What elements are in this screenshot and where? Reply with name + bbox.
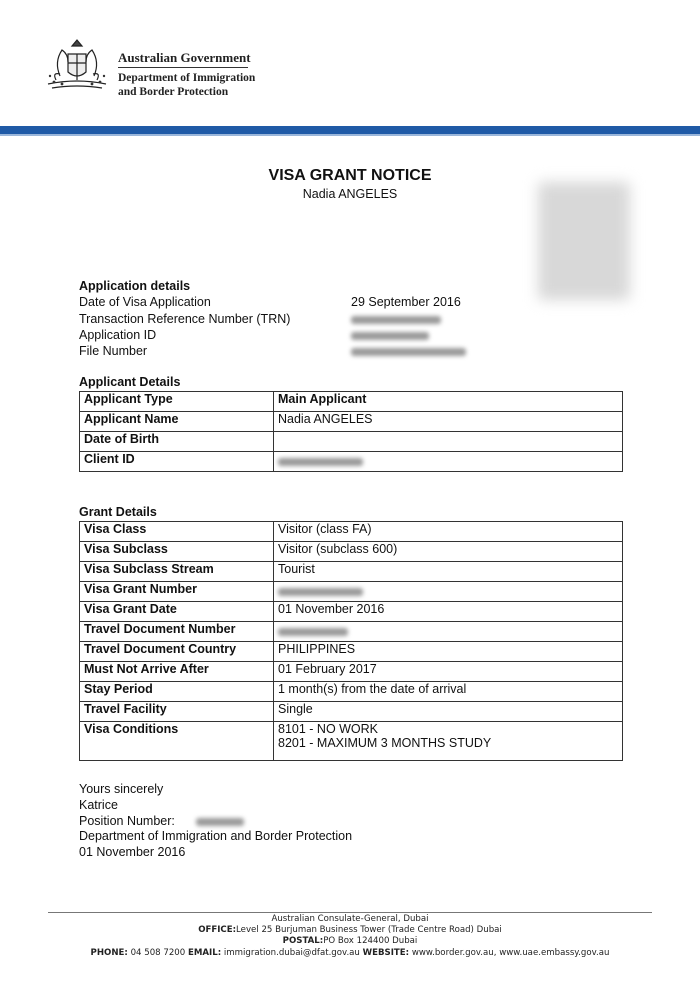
application-details-heading: Application details bbox=[79, 279, 191, 293]
table-row bbox=[80, 522, 623, 542]
footer-contact bbox=[0, 948, 700, 958]
applicant-details-table bbox=[79, 391, 623, 472]
application-id-label: Application ID bbox=[79, 328, 157, 342]
table-row bbox=[80, 662, 623, 682]
file-number-value-redacted bbox=[351, 348, 466, 356]
position-number-label: Position Number: bbox=[79, 814, 175, 828]
footer-website-value: www.border.gov.au, www.uae.embassy.gov.au bbox=[411, 948, 610, 958]
footer-postal-label: POSTAL: bbox=[282, 936, 324, 946]
notice-title: VISA GRANT NOTICE bbox=[268, 167, 432, 184]
table-row bbox=[80, 622, 623, 642]
must-not-arrive-after-value: 01 February 2017 bbox=[274, 662, 623, 682]
table-row bbox=[80, 642, 623, 662]
coat-of-arms-logo bbox=[42, 36, 112, 94]
footer-office bbox=[0, 925, 700, 935]
table-row bbox=[80, 542, 623, 562]
closing-salutation: Yours sincerely bbox=[79, 782, 164, 796]
footer-consulate: Australian Consulate-General, Dubai bbox=[271, 914, 429, 924]
closing-date: 01 November 2016 bbox=[79, 845, 186, 859]
application-date-value: 29 September 2016 bbox=[351, 295, 461, 309]
trn-label: Transaction Reference Number (TRN) bbox=[79, 312, 291, 326]
date-of-birth-value-redacted bbox=[274, 432, 623, 452]
visa-grant-date-label: Visa Grant Date bbox=[80, 602, 274, 622]
header-blue-bar bbox=[0, 126, 700, 134]
trn-value-redacted bbox=[351, 316, 441, 324]
table-row bbox=[80, 432, 623, 452]
date-of-birth-label: Date of Birth bbox=[80, 432, 274, 452]
applicant-type-label: Applicant Type bbox=[80, 392, 274, 412]
table-row bbox=[80, 582, 623, 602]
client-id-label: Client ID bbox=[80, 452, 274, 472]
footer-postal bbox=[0, 936, 700, 946]
visa-grant-number-value-redacted bbox=[278, 588, 363, 596]
closing-department: Department of Immigration and Border Protection bbox=[79, 829, 353, 843]
application-date-label: Date of Visa Application bbox=[79, 295, 211, 309]
table-row bbox=[80, 562, 623, 582]
visa-class-value: Visitor (class FA) bbox=[274, 522, 623, 542]
grant-details-heading: Grant Details bbox=[79, 505, 157, 519]
visa-subclass-label: Visa Subclass bbox=[80, 542, 274, 562]
table-row bbox=[80, 392, 623, 412]
applicant-name-label: Applicant Name bbox=[80, 412, 274, 432]
visa-grant-number-cell bbox=[274, 582, 623, 602]
visa-conditions-label: Visa Conditions bbox=[80, 722, 274, 761]
applicant-details-heading: Applicant Details bbox=[79, 375, 181, 389]
stay-period-value: 1 month(s) from the date of arrival bbox=[274, 682, 623, 702]
applicant-name-value: Nadia ANGELES bbox=[274, 412, 623, 432]
file-number-label: File Number bbox=[79, 344, 148, 358]
travel-document-number-value-redacted bbox=[278, 628, 348, 636]
footer-office-label: OFFICE: bbox=[198, 925, 237, 935]
table-row bbox=[80, 412, 623, 432]
table-row bbox=[80, 452, 623, 472]
table-row bbox=[80, 602, 623, 622]
footer-office-value: Level 25 Burjuman Business Tower (Trade Centre Road) Dubai bbox=[236, 925, 502, 935]
visa-grant-number-label: Visa Grant Number bbox=[80, 582, 274, 602]
visa-subclass-value: Visitor (subclass 600) bbox=[274, 542, 623, 562]
header-blue-bar-shadow bbox=[0, 134, 700, 136]
visa-condition-8101: 8101 - NO WORK bbox=[278, 722, 379, 736]
footer-phone-label: PHONE: bbox=[90, 948, 128, 958]
travel-document-number-label: Travel Document Number bbox=[80, 622, 274, 642]
table-row bbox=[80, 702, 623, 722]
table-row bbox=[80, 682, 623, 702]
table-row bbox=[80, 722, 623, 761]
visa-condition-8201: 8201 - MAXIMUM 3 MONTHS STUDY bbox=[278, 736, 492, 750]
footer-postal-value: PO Box 124400 Dubai bbox=[323, 936, 418, 946]
footer-email-label: EMAIL: bbox=[187, 948, 222, 958]
government-title: Australian Government bbox=[118, 50, 251, 65]
travel-document-country-label: Travel Document Country bbox=[80, 642, 274, 662]
header-divider bbox=[118, 67, 248, 68]
stay-period-label: Stay Period bbox=[80, 682, 274, 702]
closing-signatory: Katrice bbox=[79, 798, 118, 812]
visa-conditions-cell bbox=[274, 722, 623, 761]
grant-details-table bbox=[79, 521, 623, 761]
footer-phone-value: 04 508 7200 bbox=[130, 948, 186, 958]
application-id-value-redacted bbox=[351, 332, 429, 340]
applicant-photo-redacted bbox=[538, 182, 630, 300]
applicant-type-value: Main Applicant bbox=[274, 392, 623, 412]
travel-facility-value: Single bbox=[274, 702, 623, 722]
footer-email-value: immigration.dubai@dfat.gov.au bbox=[223, 948, 360, 958]
position-number-value-redacted bbox=[196, 818, 244, 826]
visa-class-label: Visa Class bbox=[80, 522, 274, 542]
visa-stream-value: Tourist bbox=[274, 562, 623, 582]
footer-website-label: WEBSITE: bbox=[362, 948, 410, 958]
department-line-1: Department of Immigration bbox=[118, 72, 256, 84]
client-id-value-redacted bbox=[278, 458, 363, 466]
travel-document-country-value: PHILIPPINES bbox=[274, 642, 623, 662]
travel-document-number-cell bbox=[274, 622, 623, 642]
footer-divider bbox=[48, 912, 652, 913]
notice-applicant-name: Nadia ANGELES bbox=[302, 187, 398, 201]
visa-stream-label: Visa Subclass Stream bbox=[80, 562, 274, 582]
travel-facility-label: Travel Facility bbox=[80, 702, 274, 722]
visa-grant-date-value: 01 November 2016 bbox=[274, 602, 623, 622]
must-not-arrive-after-label: Must Not Arrive After bbox=[80, 662, 274, 682]
department-line-2: and Border Protection bbox=[118, 86, 229, 98]
client-id-cell bbox=[274, 452, 623, 472]
